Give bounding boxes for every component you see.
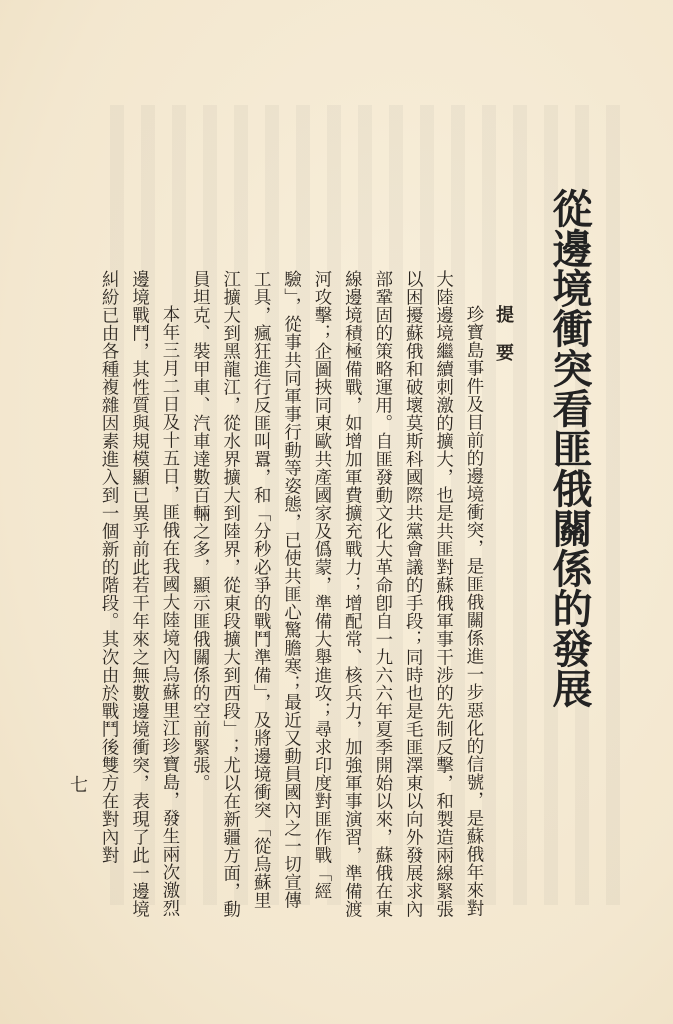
article-title: 從邊境衝突看匪俄關係的發展: [546, 188, 593, 708]
page-number: 七: [67, 775, 88, 793]
article-body: [88, 270, 488, 920]
paragraph-2: 本年三月二日及十五日，匪俄在我國大陸境內烏蘇里江珍寶島，發生兩次激烈邊境戰鬥，其性質與規模顯已異乎前此若干年來之無數邊境衝突，表現了此一邊境糾紛已由各種複雜因素進入到一個新的階段。其次由於戰鬥後雙方在對內對: [98, 270, 179, 918]
paragraph-1: 珍寶島事件及目前的邊境衝突，是匪俄關係進一步惡化的信號，是蘇俄年來對大陸邊境繼續刺激的擴大，也是共匪對蘇俄軍事干涉的先制反擊，和製造兩線緊張以困擾蘇俄和破壞莫斯科國際共黨會議的手段；同時也是毛匪澤東以向外發展求內部鞏固的策略運用。自匪發動文化大革命卽自一九六六年夏季開始以來，蘇俄在東線邊境積極備戰，如增加軍費擴充戰力；增配常、核兵力，加強軍事演習，準備渡河攻擊；企圖挾同東歐共產國家及僞蒙，準備大舉進攻；尋求印度對匪作戰「經驗」，從事共同軍事行動等姿態，已使共匪心驚膽寒；最近又動員國內之一切宣傳工具，瘋狂進行反匪叫囂，和「分秒必爭的戰鬥準備」，及將邊境衝突「從烏蘇里江擴大到黑龍江，從水界擴大到陸界，從東段擴大到西段」；尤以在新疆方面，動員坦克、裝甲車、汽車達數百輛之多，顯示匪俄關係的空前緊張。: [189, 270, 483, 918]
section-heading: 提要: [493, 305, 514, 381]
